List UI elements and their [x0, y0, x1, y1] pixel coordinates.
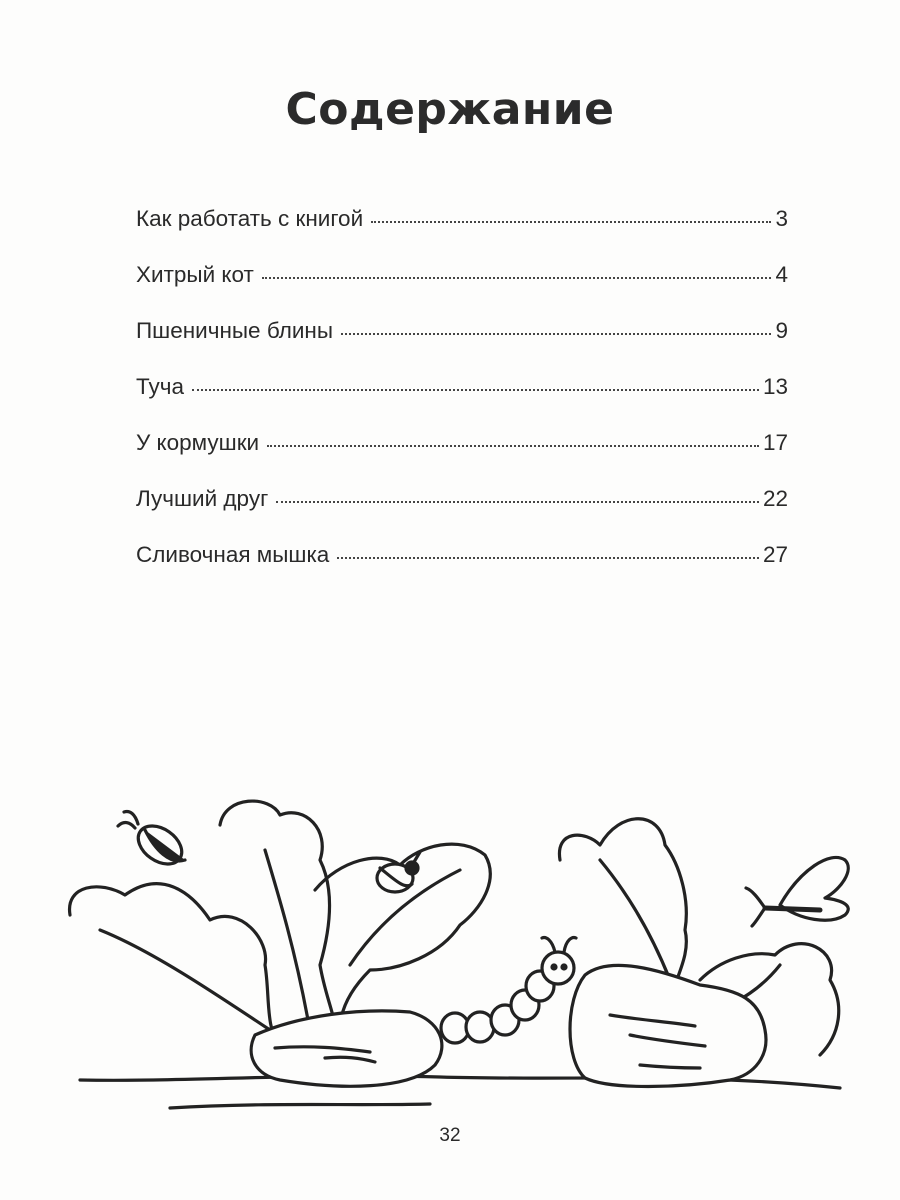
garden-illustration: [40, 790, 860, 1115]
dot-leader: [267, 445, 759, 447]
toc-entry-page: 9: [775, 318, 788, 343]
dot-leader: [371, 221, 771, 223]
caterpillar: [441, 938, 576, 1043]
table-of-contents: [136, 206, 788, 598]
dot-leader: [337, 557, 759, 559]
toc-entry-title: У кормушки: [136, 430, 260, 455]
dot-leader: [192, 389, 759, 391]
beet-right: [559, 819, 838, 1087]
butterfly-icon: [746, 857, 848, 926]
toc-entry[interactable]: [136, 486, 788, 542]
toc-entry-title: Лучший друг: [136, 486, 269, 511]
toc-entry-page: 27: [762, 542, 788, 567]
toc-entry-page: 13: [762, 374, 788, 399]
toc-entry[interactable]: [136, 374, 788, 430]
toc-entry[interactable]: [136, 542, 788, 598]
toc-entry[interactable]: [136, 262, 788, 318]
dot-leader: [341, 333, 771, 335]
toc-entry[interactable]: [136, 206, 788, 262]
toc-entry[interactable]: [136, 430, 788, 486]
beetle-icon: [118, 812, 189, 872]
dot-leader: [276, 501, 759, 503]
toc-entry[interactable]: [136, 318, 788, 374]
toc-entry-title: Пшеничные блины: [136, 318, 333, 343]
page-title: Содержание: [285, 84, 615, 135]
beet-left: [70, 801, 491, 1086]
toc-entry-page: 4: [775, 262, 788, 287]
dot-leader: [262, 277, 772, 279]
toc-entry-title: Как работать с книгой: [136, 206, 364, 231]
toc-entry-title: Хитрый кот: [136, 262, 254, 287]
toc-entry-title: Туча: [136, 374, 184, 399]
toc-entry-title: Сливочная мышка: [136, 542, 330, 567]
page-number: 32: [439, 1125, 461, 1146]
ground-line: [170, 1104, 430, 1108]
toc-entry-page: 3: [775, 206, 788, 231]
toc-entry-page: 22: [762, 486, 788, 511]
toc-entry-page: 17: [762, 430, 788, 455]
